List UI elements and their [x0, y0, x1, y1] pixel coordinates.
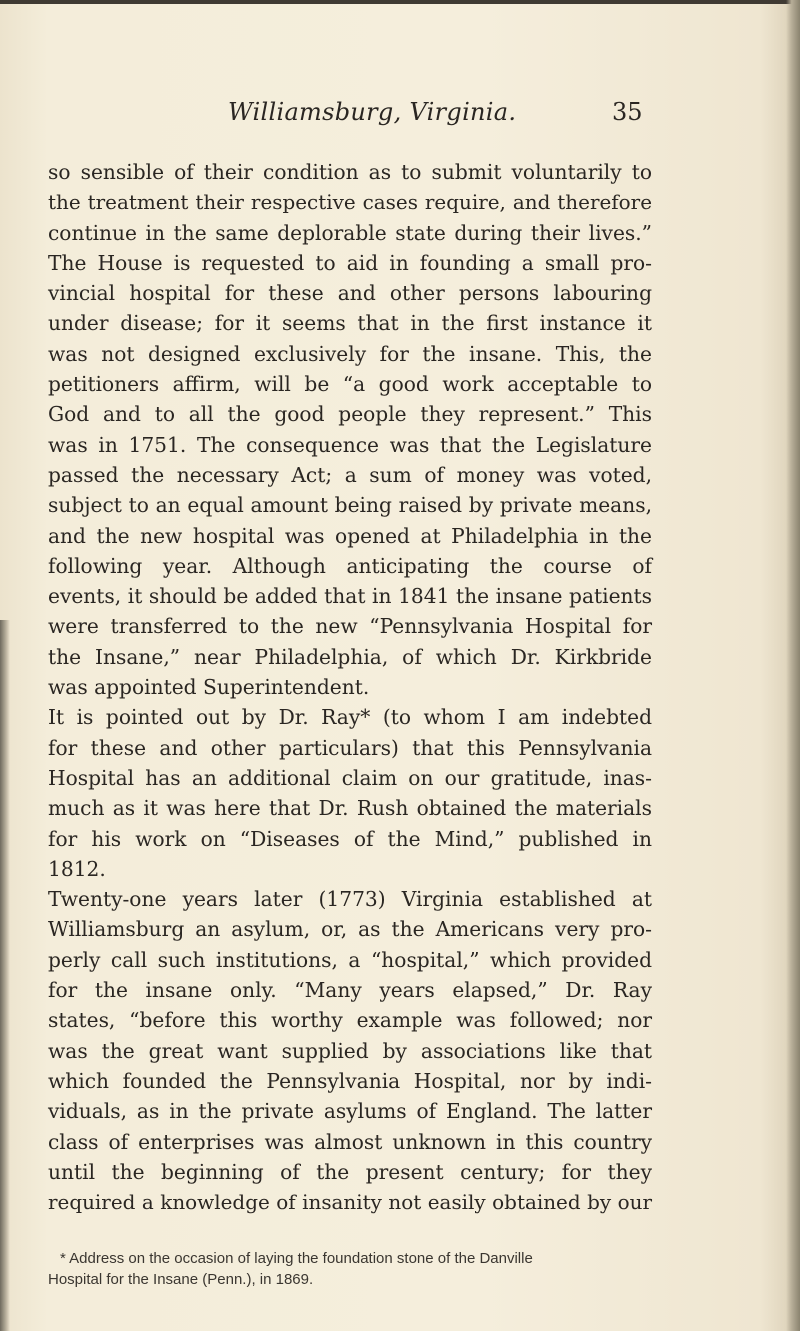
text-line: subject to an equal amount being raised by private means,	[48, 493, 652, 518]
page-number: 35	[612, 98, 643, 126]
page-left-edge-shadow	[0, 620, 10, 1331]
text-line: was the great want supplied by associations like that	[48, 1038, 652, 1063]
text-line: passed the necessary Act; a sum of money was voted,	[48, 462, 652, 487]
footnote-line: * Address on the occasion of laying the foundation stone of the Danville	[60, 1250, 533, 1267]
text-line: Hospital has an additional claim on our gratitude, inas-	[48, 765, 652, 790]
running-head	[0, 98, 800, 138]
text-line: perly call such institutions, a “hospital,” which provided	[48, 947, 652, 972]
text-line: continue in the same deplorable state during their lives.”	[48, 220, 652, 245]
text-line: God and to all the good people they represent.” This	[48, 402, 652, 427]
text-line: were transferred to the new “Pennsylvania Hospital for	[48, 614, 652, 639]
text-line: and the new hospital was opened at Philadelphia in the	[48, 523, 652, 548]
text-line: Twenty-one years later (1773) Virginia established at	[48, 887, 652, 912]
text-line: Williamsburg an asylum, or, as the Americans very pro-	[48, 917, 652, 942]
text-line: so sensible of their condition as to submit voluntarily to	[48, 160, 652, 184]
text-line: the treatment their respective cases require, and therefore	[48, 190, 652, 215]
text-line: following year. Although anticipating the course of	[48, 553, 652, 578]
text-line: for these and other particulars) that this Pennsylvania	[48, 735, 652, 760]
text-line: petitioners affirm, will be “a good work acceptable to	[48, 372, 652, 397]
text-line: was in 1751. The consequence was that the Legislature	[48, 432, 652, 457]
text-line: which founded the Pennsylvania Hospital, nor by indi-	[48, 1068, 652, 1093]
text-line: class of enterprises was almost unknown in this country	[48, 1129, 652, 1154]
text-line: It is pointed out by Dr. Ray* (to whom I am indebted	[48, 705, 652, 730]
text-line: for the insane only. “Many years elapsed,” Dr. Ray	[48, 978, 652, 1003]
text-line: events, it should be added that in 1841 the insane patients	[48, 584, 652, 609]
text-line: states, “before this worthy example was followed; nor	[48, 1008, 652, 1033]
footnote-line: Hospital for the Insane (Penn.), in 1869.	[48, 1271, 314, 1288]
text-line: the Insane,” near Philadelphia, of which Dr. Kirkbride	[48, 644, 652, 669]
footnote	[48, 1248, 652, 1290]
body-text	[48, 157, 652, 1217]
text-line: viduals, as in the private asylums of England. The latter	[48, 1099, 652, 1124]
text-line: for his work on “Diseases of the Mind,” published in	[48, 826, 652, 851]
text-line: until the beginning of the present century; for they	[48, 1159, 652, 1184]
text-line: was not designed exclusively for the insane. This, the	[48, 341, 652, 366]
text-line: The House is requested to aid in founding a small pro-	[48, 250, 652, 275]
text-line: 1812.	[48, 856, 106, 881]
running-head-title: Williamsburg, Virginia.	[228, 98, 517, 126]
text-line: vincial hospital for these and other persons labouring	[48, 281, 652, 306]
page-top-edge	[0, 0, 800, 4]
text-line: under disease; for it seems that in the first instance it	[48, 311, 652, 336]
text-line: required a knowledge of insanity not easily obtained by our	[48, 1190, 652, 1215]
page-right-edge-shadow	[786, 0, 800, 1331]
text-line: was appointed Superintendent.	[48, 675, 370, 700]
text-line: much as it was here that Dr. Rush obtained the materials	[48, 796, 652, 821]
